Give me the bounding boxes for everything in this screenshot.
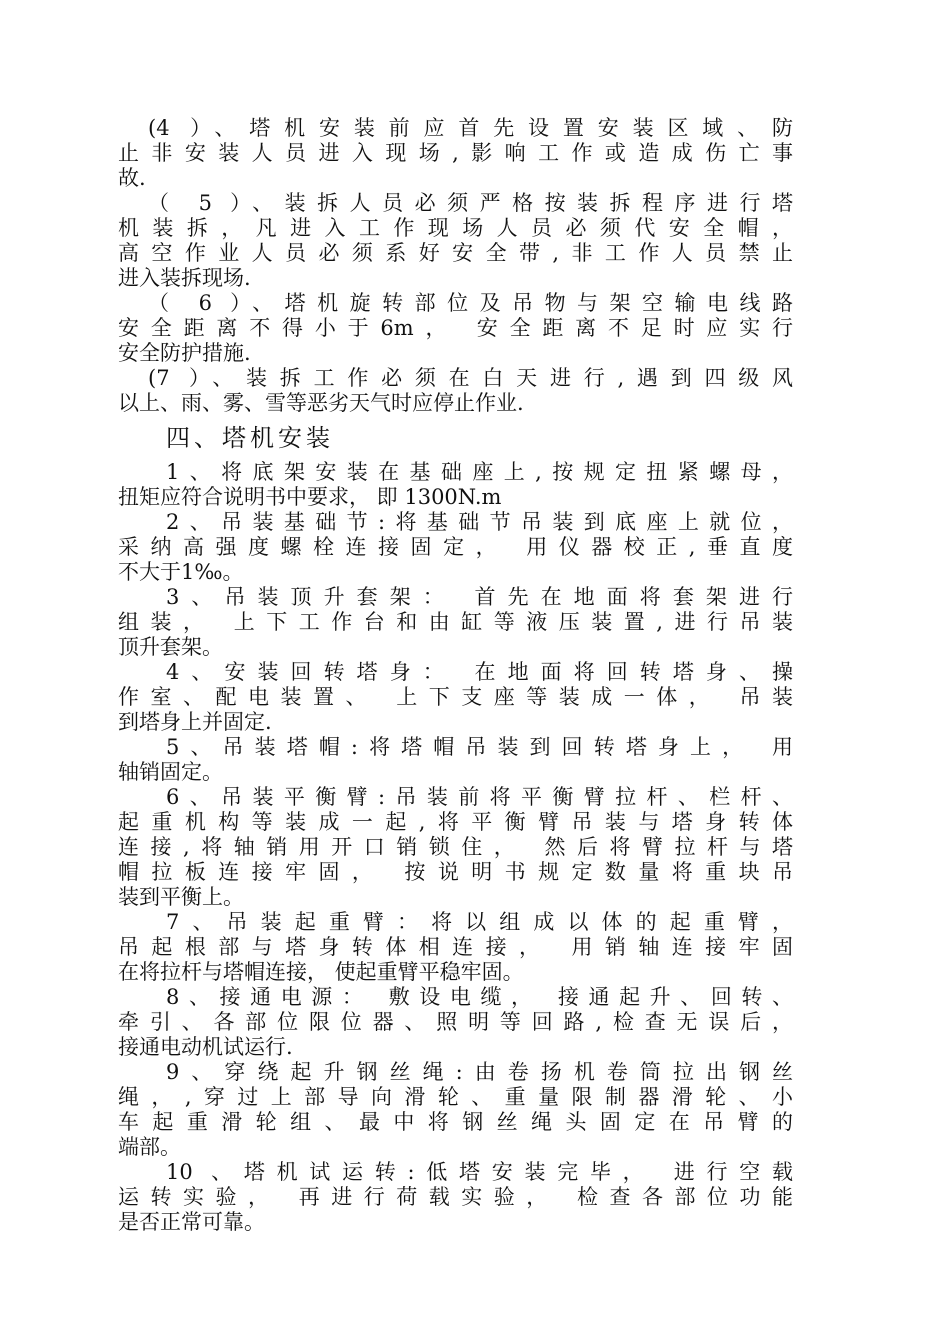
text-line: 吊起根部与塔身转体相连接， 用销轴连接牢固 xyxy=(118,935,793,959)
text-line: 3、吊装顶升套架： 首先在地面将套架进行 xyxy=(166,585,793,609)
text-line: 帽拉板连接牢固， 按说明书规定数量将重块吊 xyxy=(118,860,793,884)
step-s1 xyxy=(118,460,793,510)
text-line: 到塔身上并固定. xyxy=(118,710,272,734)
text-line: 2、吊装基础节:将基础节吊装到底座上就位， xyxy=(166,510,793,534)
step-s5 xyxy=(118,735,793,785)
text-line: 车起重滑轮组、最中将钢丝绳头固定在吊臂的 xyxy=(118,1110,793,1134)
text-line: 止非安装人员进入现场,影响工作或造成伤亡事 xyxy=(118,141,793,165)
text-line: 不大于1‰。 xyxy=(118,560,244,584)
text-line: 绳，,穿过上部导向滑轮、重量限制器滑轮、小 xyxy=(118,1085,793,1109)
text-line: 牵引、各部位限位器、照明等回路,检查无误后， xyxy=(118,1010,793,1034)
text-line: 起重机构等装成一起,将平衡臂吊装与塔身转体 xyxy=(118,810,793,834)
text-line: 以上、雨、雾、雪等恶劣天气时应停止作业. xyxy=(118,391,524,415)
text-line: 轴销固定。 xyxy=(118,760,223,784)
text-line: 1、将底架安装在基础座上,按规定扭紧螺母， xyxy=(166,460,793,484)
text-line: 9、穿绕起升钢丝绳:由卷扬机卷筒拉出钢丝 xyxy=(166,1060,793,1084)
installation-steps xyxy=(118,460,793,1235)
text-line: 采纳高强度螺栓连接固定， 用仪器校正,垂直度 xyxy=(118,535,793,559)
step-s3 xyxy=(118,585,793,660)
text-line: 是否正常可靠。 xyxy=(118,1210,265,1234)
text-line: 10 、塔机试运转:低塔安装完毕， 进行空载 xyxy=(166,1160,793,1184)
text-line: 装到平衡上。 xyxy=(118,885,244,909)
text-line: 端部。 xyxy=(118,1135,181,1159)
paragraph-p7 xyxy=(118,366,793,416)
step-s9 xyxy=(118,1060,793,1160)
text-line: 故. xyxy=(118,166,146,190)
text-line: 进入装拆现场. xyxy=(118,266,251,290)
section-heading: 四、塔机安装 xyxy=(166,424,334,452)
text-line: 6、吊装平衡臂:吊装前将平衡臂拉杆、栏杆、 xyxy=(166,785,793,809)
text-line: (7 ）、装拆工作必须在白天进行,遇到四级风 xyxy=(148,366,793,390)
step-s2 xyxy=(118,510,793,585)
text-line: 安全防护措施. xyxy=(118,341,251,365)
text-line: 接通电动机试运行. xyxy=(118,1035,293,1059)
text-line: （ 6 ）、塔机旋转部位及吊物与架空输电线路 xyxy=(148,291,793,315)
text-line: 连接,将轴销用开口销锁住， 然后将臂拉杆与塔 xyxy=(118,835,793,859)
text-line: 安全距离不得小于6m， 安全距离不足时应实行 xyxy=(118,316,793,340)
text-line: 作室、配电装置、 上下支座等装成一体， 吊装 xyxy=(118,685,793,709)
text-line: 8、接通电源： 敷设电缆， 接通起升、回转、 xyxy=(166,985,793,1009)
text-line: 组装， 上下工作台和由缸等液压装置,进行吊装 xyxy=(118,610,793,634)
text-line: 机装拆，凡进入工作现场人员必须代安全帽， xyxy=(118,216,793,240)
safety-section xyxy=(118,116,793,416)
text-line: 7、吊装起重臂：将以组成以体的起重臂， xyxy=(166,910,793,934)
text-line: 扭矩应符合说明书中要求， 即 1300N.m xyxy=(118,485,502,509)
paragraph-p4 xyxy=(118,116,793,191)
text-line: 顶升套架。 xyxy=(118,635,223,659)
step-s7 xyxy=(118,910,793,985)
step-s4 xyxy=(118,660,793,735)
paragraph-p5 xyxy=(118,191,793,291)
text-line: 4、安装回转塔身： 在地面将回转塔身、操 xyxy=(166,660,793,684)
document-body xyxy=(118,116,793,1235)
text-line: 高空作业人员必须系好安全带,非工作人员禁止 xyxy=(118,241,793,265)
step-s6 xyxy=(118,785,793,910)
paragraph-p6 xyxy=(118,291,793,366)
text-line: （ 5 ）、装拆人员必须严格按装拆程序进行塔 xyxy=(148,191,793,215)
text-line: 运转实验， 再进行荷载实验， 检查各部位功能 xyxy=(118,1185,793,1209)
step-s10 xyxy=(118,1160,793,1235)
step-s8 xyxy=(118,985,793,1060)
text-line: 在将拉杆与塔帽连接， 使起重臂平稳牢固。 xyxy=(118,960,524,984)
text-line: 5、吊装塔帽:将塔帽吊装到回转塔身上， 用 xyxy=(166,735,793,759)
text-line: (4 ）、塔机安装前应首先设置安装区域、防 xyxy=(148,116,793,140)
